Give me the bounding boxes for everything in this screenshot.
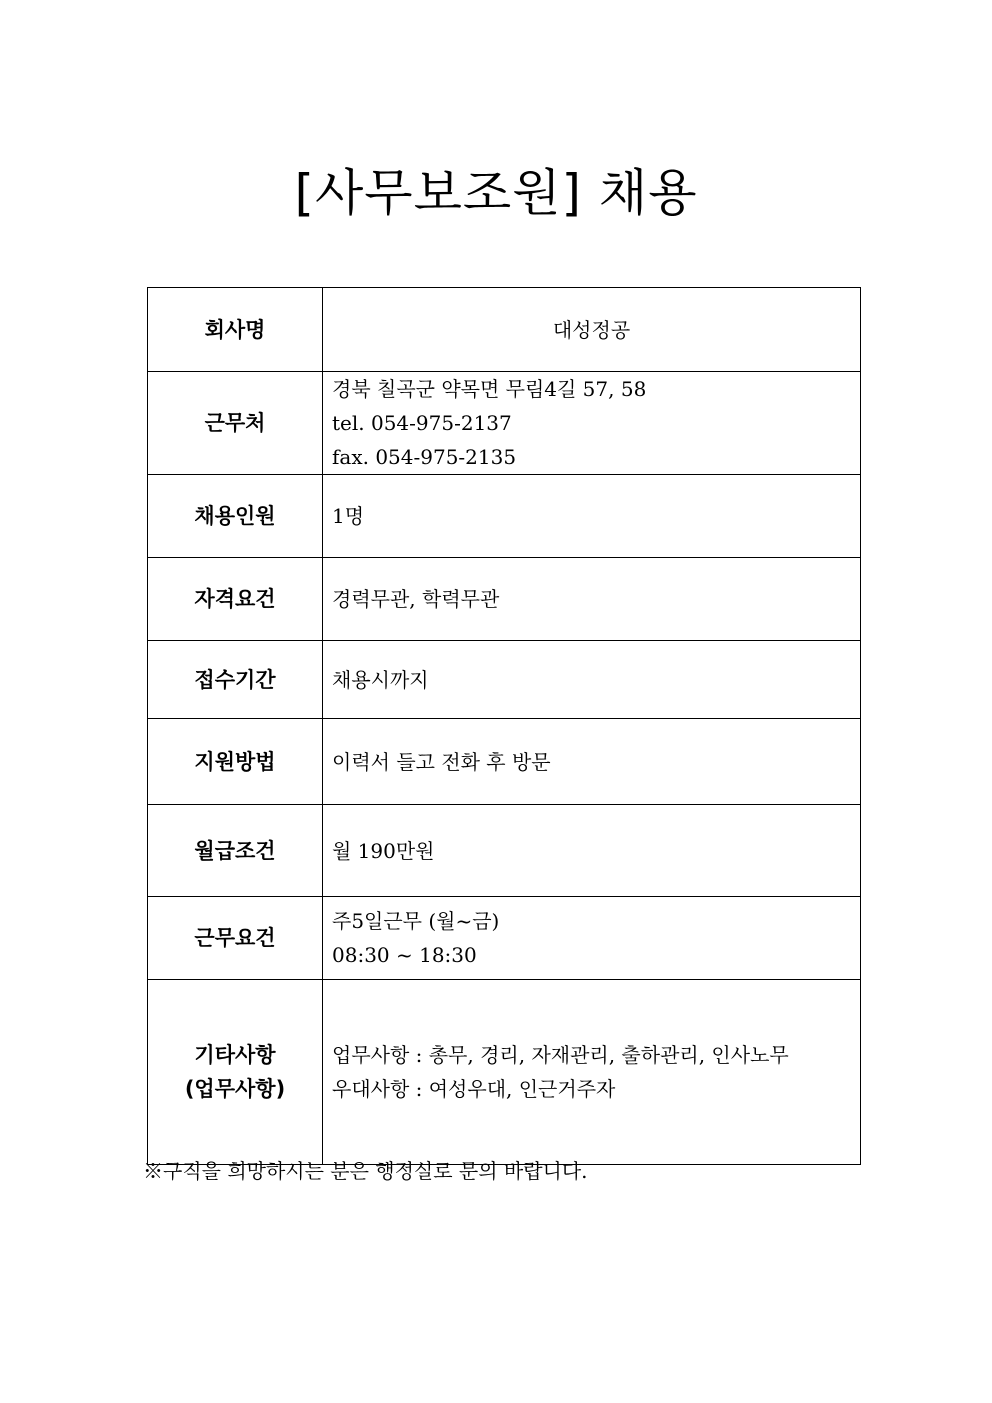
- salary-value: 월 190만원: [323, 805, 861, 897]
- hours-days: 주5일근무 (월~금): [332, 909, 500, 933]
- etc-label-line-2: (업무사항): [184, 1077, 286, 1101]
- table-row-period: [148, 641, 861, 719]
- period-value: 채용시까지: [323, 641, 861, 719]
- table-row-hours: [148, 897, 861, 980]
- workplace-label: 근무처: [148, 372, 323, 475]
- table-row-salary: [148, 805, 861, 897]
- qualification-value: 경력무관, 학력무관: [323, 558, 861, 641]
- table-row-qualification: [148, 558, 861, 641]
- job-info-table: [147, 287, 861, 1165]
- company-value: 대성정공: [323, 288, 861, 372]
- headcount-value: 1명: [323, 475, 861, 558]
- period-label: 접수기간: [148, 641, 323, 719]
- etc-label: [148, 980, 323, 1165]
- qualification-label: 자격요건: [148, 558, 323, 641]
- workplace-address: 경북 칠곡군 약목면 무림4길 57, 58: [332, 377, 647, 401]
- workplace-fax: fax. 054-975-2135: [332, 445, 517, 469]
- headcount-label: 채용인원: [148, 475, 323, 558]
- table-row-method: [148, 719, 861, 805]
- method-value: 이력서 들고 전화 후 방문: [323, 719, 861, 805]
- table-row-company: [148, 288, 861, 372]
- table-row-workplace: [148, 372, 861, 475]
- hours-time: 08:30 ~ 18:30: [332, 943, 477, 967]
- etc-value: [323, 980, 861, 1165]
- page-title: [사무보조원] 채용: [294, 164, 698, 222]
- hours-value: [323, 897, 861, 980]
- salary-label: 월급조건: [148, 805, 323, 897]
- etc-preference: 우대사항 : 여성우대, 인근거주자: [332, 1077, 616, 1101]
- etc-label-line-1: 기타사항: [194, 1043, 276, 1067]
- etc-duties: 업무사항 : 총무, 경리, 자재관리, 출하관리, 인사노무: [332, 1043, 789, 1067]
- table-row-etc: [148, 980, 861, 1165]
- company-label: 회사명: [148, 288, 323, 372]
- workplace-value: [323, 372, 861, 475]
- workplace-tel: tel. 054-975-2137: [332, 411, 512, 435]
- table-row-headcount: [148, 475, 861, 558]
- footer-note: ※구직을 희망하시는 분은 행정실로 문의 바랍니다.: [143, 1159, 588, 1183]
- method-label: 지원방법: [148, 719, 323, 805]
- hours-label: 근무요건: [148, 897, 323, 980]
